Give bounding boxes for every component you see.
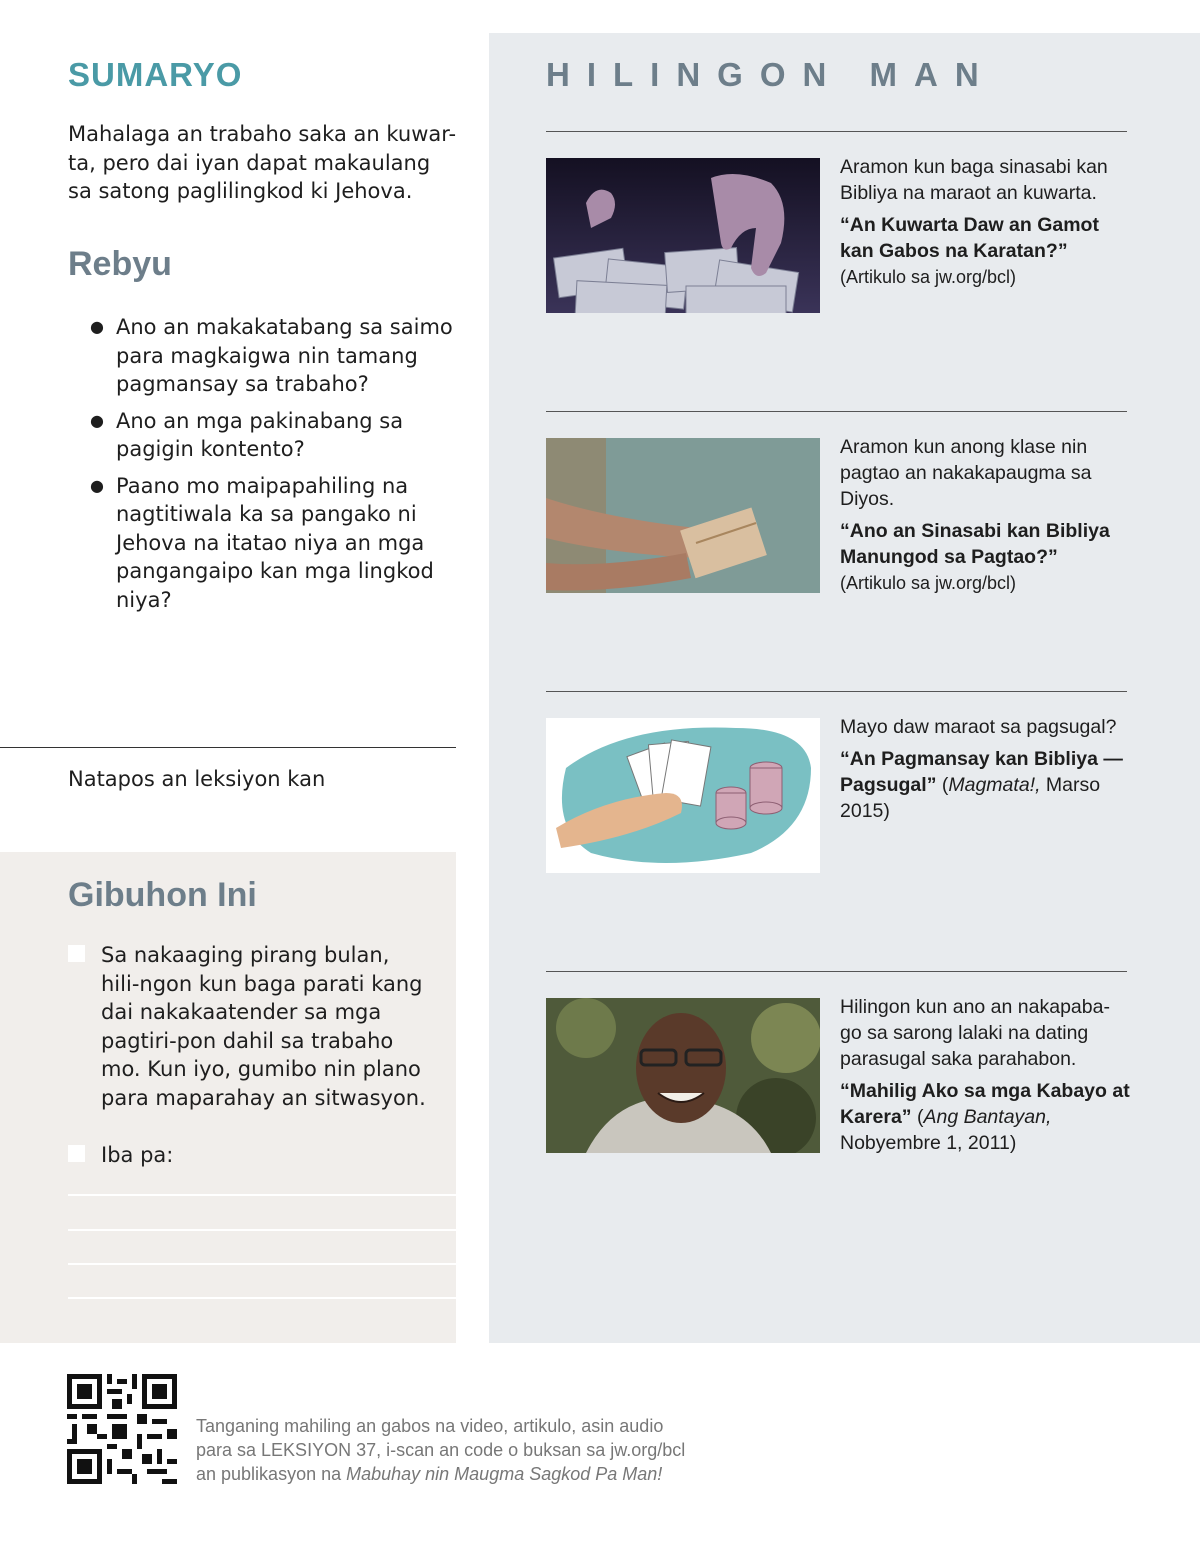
summary-title: SUMARYO: [68, 56, 243, 93]
ref-title-link[interactable]: “Mahilig Ako sa mga Kabayo at Karera” (Ang Bantayan, Nobyembre 1, 2011): [840, 1080, 1130, 1154]
write-line[interactable]: [68, 1263, 456, 1265]
summary-text: Mahalaga an trabaho saka an kuwar-ta, pero dai iyan dapat makaulang sa satong paglilingkod ki Jehova.: [68, 122, 457, 203]
qr-code-icon[interactable]: [67, 1374, 177, 1484]
write-line[interactable]: [68, 1297, 456, 1299]
money-hands-image[interactable]: [546, 158, 820, 313]
explore-title: HILINGON MAN: [546, 56, 996, 93]
tasks-title: Gibuhon Ini: [68, 876, 257, 914]
divider: [546, 971, 1127, 972]
ref-text: [840, 434, 1130, 596]
ref-description: Mayo daw maraot sa pagsugal?: [840, 716, 1117, 738]
ref-text: [840, 994, 1130, 1156]
review-item: ● Ano an mga pakinabang sa pagigin kontento?: [90, 408, 404, 461]
review-title: Rebyu: [68, 245, 172, 283]
bullet-icon: ●: [90, 410, 104, 430]
review-list: [90, 313, 460, 622]
task-item[interactable]: [68, 941, 428, 1112]
ref-description: Aramon kun anong klase nin pagtao an nakakapaugma sa Diyos.: [840, 436, 1092, 510]
playing-cards-image[interactable]: [546, 718, 820, 873]
task-text: Sa nakaaging pirang bulan, hili-ngon kun baga parati kang dai nakakaatender sa mga pagtiri-pon dahil sa trabaho mo. Kun iyo, gumibo nin plano para maparahay an sitwasyon.: [101, 943, 426, 1110]
divider: [546, 691, 1127, 692]
task-text: Iba pa:: [101, 1143, 174, 1167]
footer-text: Tanganing mahiling an gabos na video, artikulo, asin audio para sa LEKSIYON 37, i-scan an code o buksan sa jw.org/bcl an publikasyon na Mabuhay nin Maugma Sagkod Pa Man!: [196, 1416, 686, 1484]
review-item: ● Paano mo maipapahiling na nagtitiwala ka sa pangako ni Jehova na itatao niya an mga pangangaipo kan mga lingkod niya?: [90, 473, 434, 612]
ref-text: [840, 714, 1130, 824]
ref-text: [840, 154, 1130, 290]
checkbox[interactable]: [68, 945, 85, 962]
divider: [546, 131, 1127, 132]
ref-description: Aramon kun baga sinasabi kan Bibliya na maraot an kuwarta.: [840, 156, 1108, 204]
bribe-package-image[interactable]: [546, 438, 820, 593]
ref-description: Hilingon kun ano an nakapaba-go sa sarong lalaki na dating parasugal saka parahabon.: [840, 996, 1110, 1070]
bullet-icon: ●: [90, 475, 104, 495]
ref-title-link[interactable]: “Ano an Sinasabi kan Bibliya Manungod sa Pagtao?”: [840, 520, 1110, 568]
ref-source: (Artikulo sa jw.org/bcl): [840, 267, 1017, 287]
divider: [0, 747, 456, 748]
divider: [546, 411, 1127, 412]
write-line[interactable]: [68, 1194, 456, 1196]
task-item-other[interactable]: [68, 1141, 428, 1170]
write-line[interactable]: [68, 1229, 456, 1231]
ref-source: (Artikulo sa jw.org/bcl): [840, 573, 1017, 593]
checkbox[interactable]: [68, 1145, 85, 1162]
ref-title-link[interactable]: “An Pagmansay kan Bibliya —Pagsugal” (Magmata!, Marso 2015): [840, 748, 1123, 822]
bullet-icon: ●: [90, 317, 104, 336]
review-item: ● Ano an makakatabang sa saimo para magkaigwa nin tamang pagmansay sa trabaho?: [90, 315, 453, 396]
smiling-man-image[interactable]: [546, 998, 820, 1153]
completed-label: Natapos an leksiyon kan: [68, 767, 326, 791]
publication-title: Mabuhay nin Maugma Sagkod Pa Man!: [346, 1464, 663, 1484]
ref-title-link[interactable]: “An Kuwarta Daw an Gamot kan Gabos na Karatan?”: [840, 214, 1099, 262]
